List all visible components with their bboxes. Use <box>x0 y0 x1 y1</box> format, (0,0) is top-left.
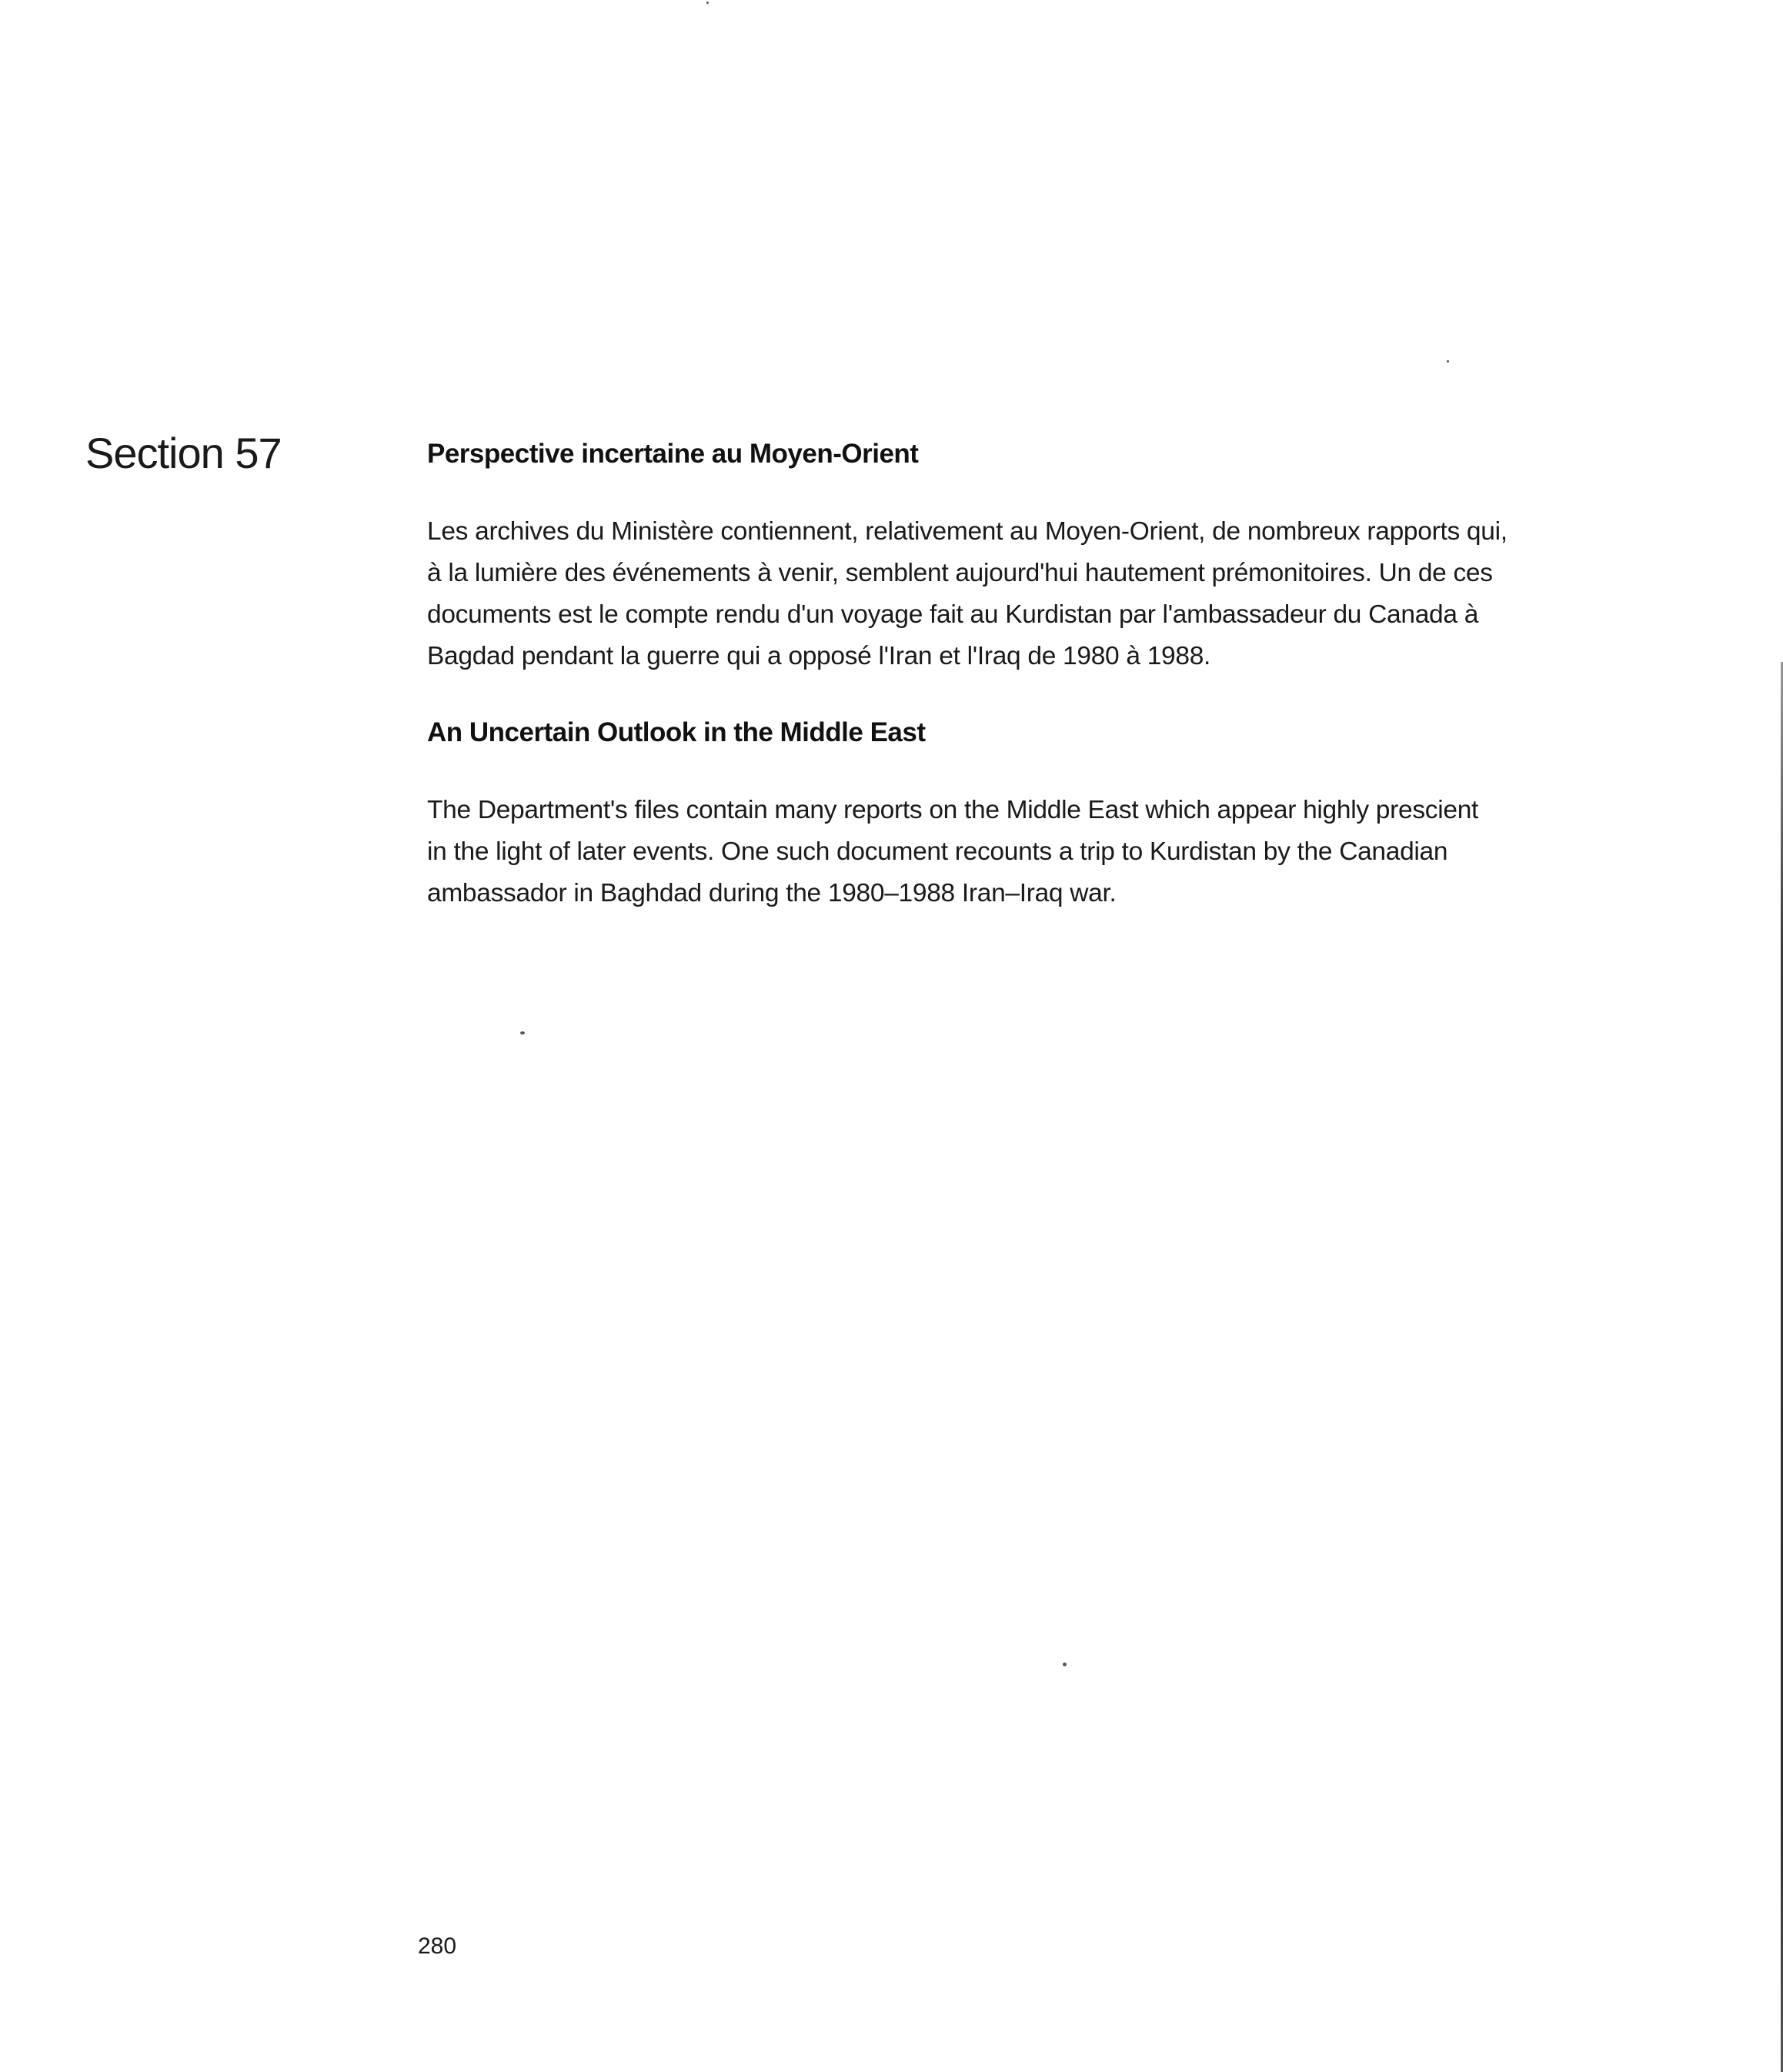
english-line: The Department's files contain many reports on the Middle East which appear highly prescient <box>427 796 1479 824</box>
french-line: à la lumière des événements à venir, semblent aujourd'hui hautement prémonitoires. Un de ces <box>427 559 1493 587</box>
english-line: in the light of later events. One such document recounts a trip to Kurdistan by the Canadian <box>427 837 1448 866</box>
section-label: Section 57 <box>85 429 282 477</box>
scan-speck <box>520 1031 525 1034</box>
french-line: Les archives du Ministère contiennent, relativement au Moyen-Orient, de nombreux rapports qui, <box>427 517 1508 546</box>
french-paragraph <box>427 511 1581 677</box>
content-column <box>427 436 1581 914</box>
scan-speck <box>1447 360 1449 363</box>
english-line: ambassador in Baghdad during the 1980–1988 Iran–Iraq war. <box>427 879 1117 907</box>
page-number: 280 <box>418 1933 457 1959</box>
english-heading: An Uncertain Outlook in the Middle East <box>427 717 926 747</box>
english-paragraph <box>427 790 1581 914</box>
french-line: Bagdad pendant la guerre qui a opposé l'Iran et l'Iraq de 1980 à 1988. <box>427 642 1211 670</box>
french-line: documents est le compte rendu d'un voyage fait au Kurdistan par l'ambassadeur du Canada à <box>427 600 1479 629</box>
scan-speck <box>1063 1663 1067 1666</box>
scan-speck <box>706 2 709 4</box>
french-heading: Perspective incertaine au Moyen-Orient <box>427 439 919 469</box>
